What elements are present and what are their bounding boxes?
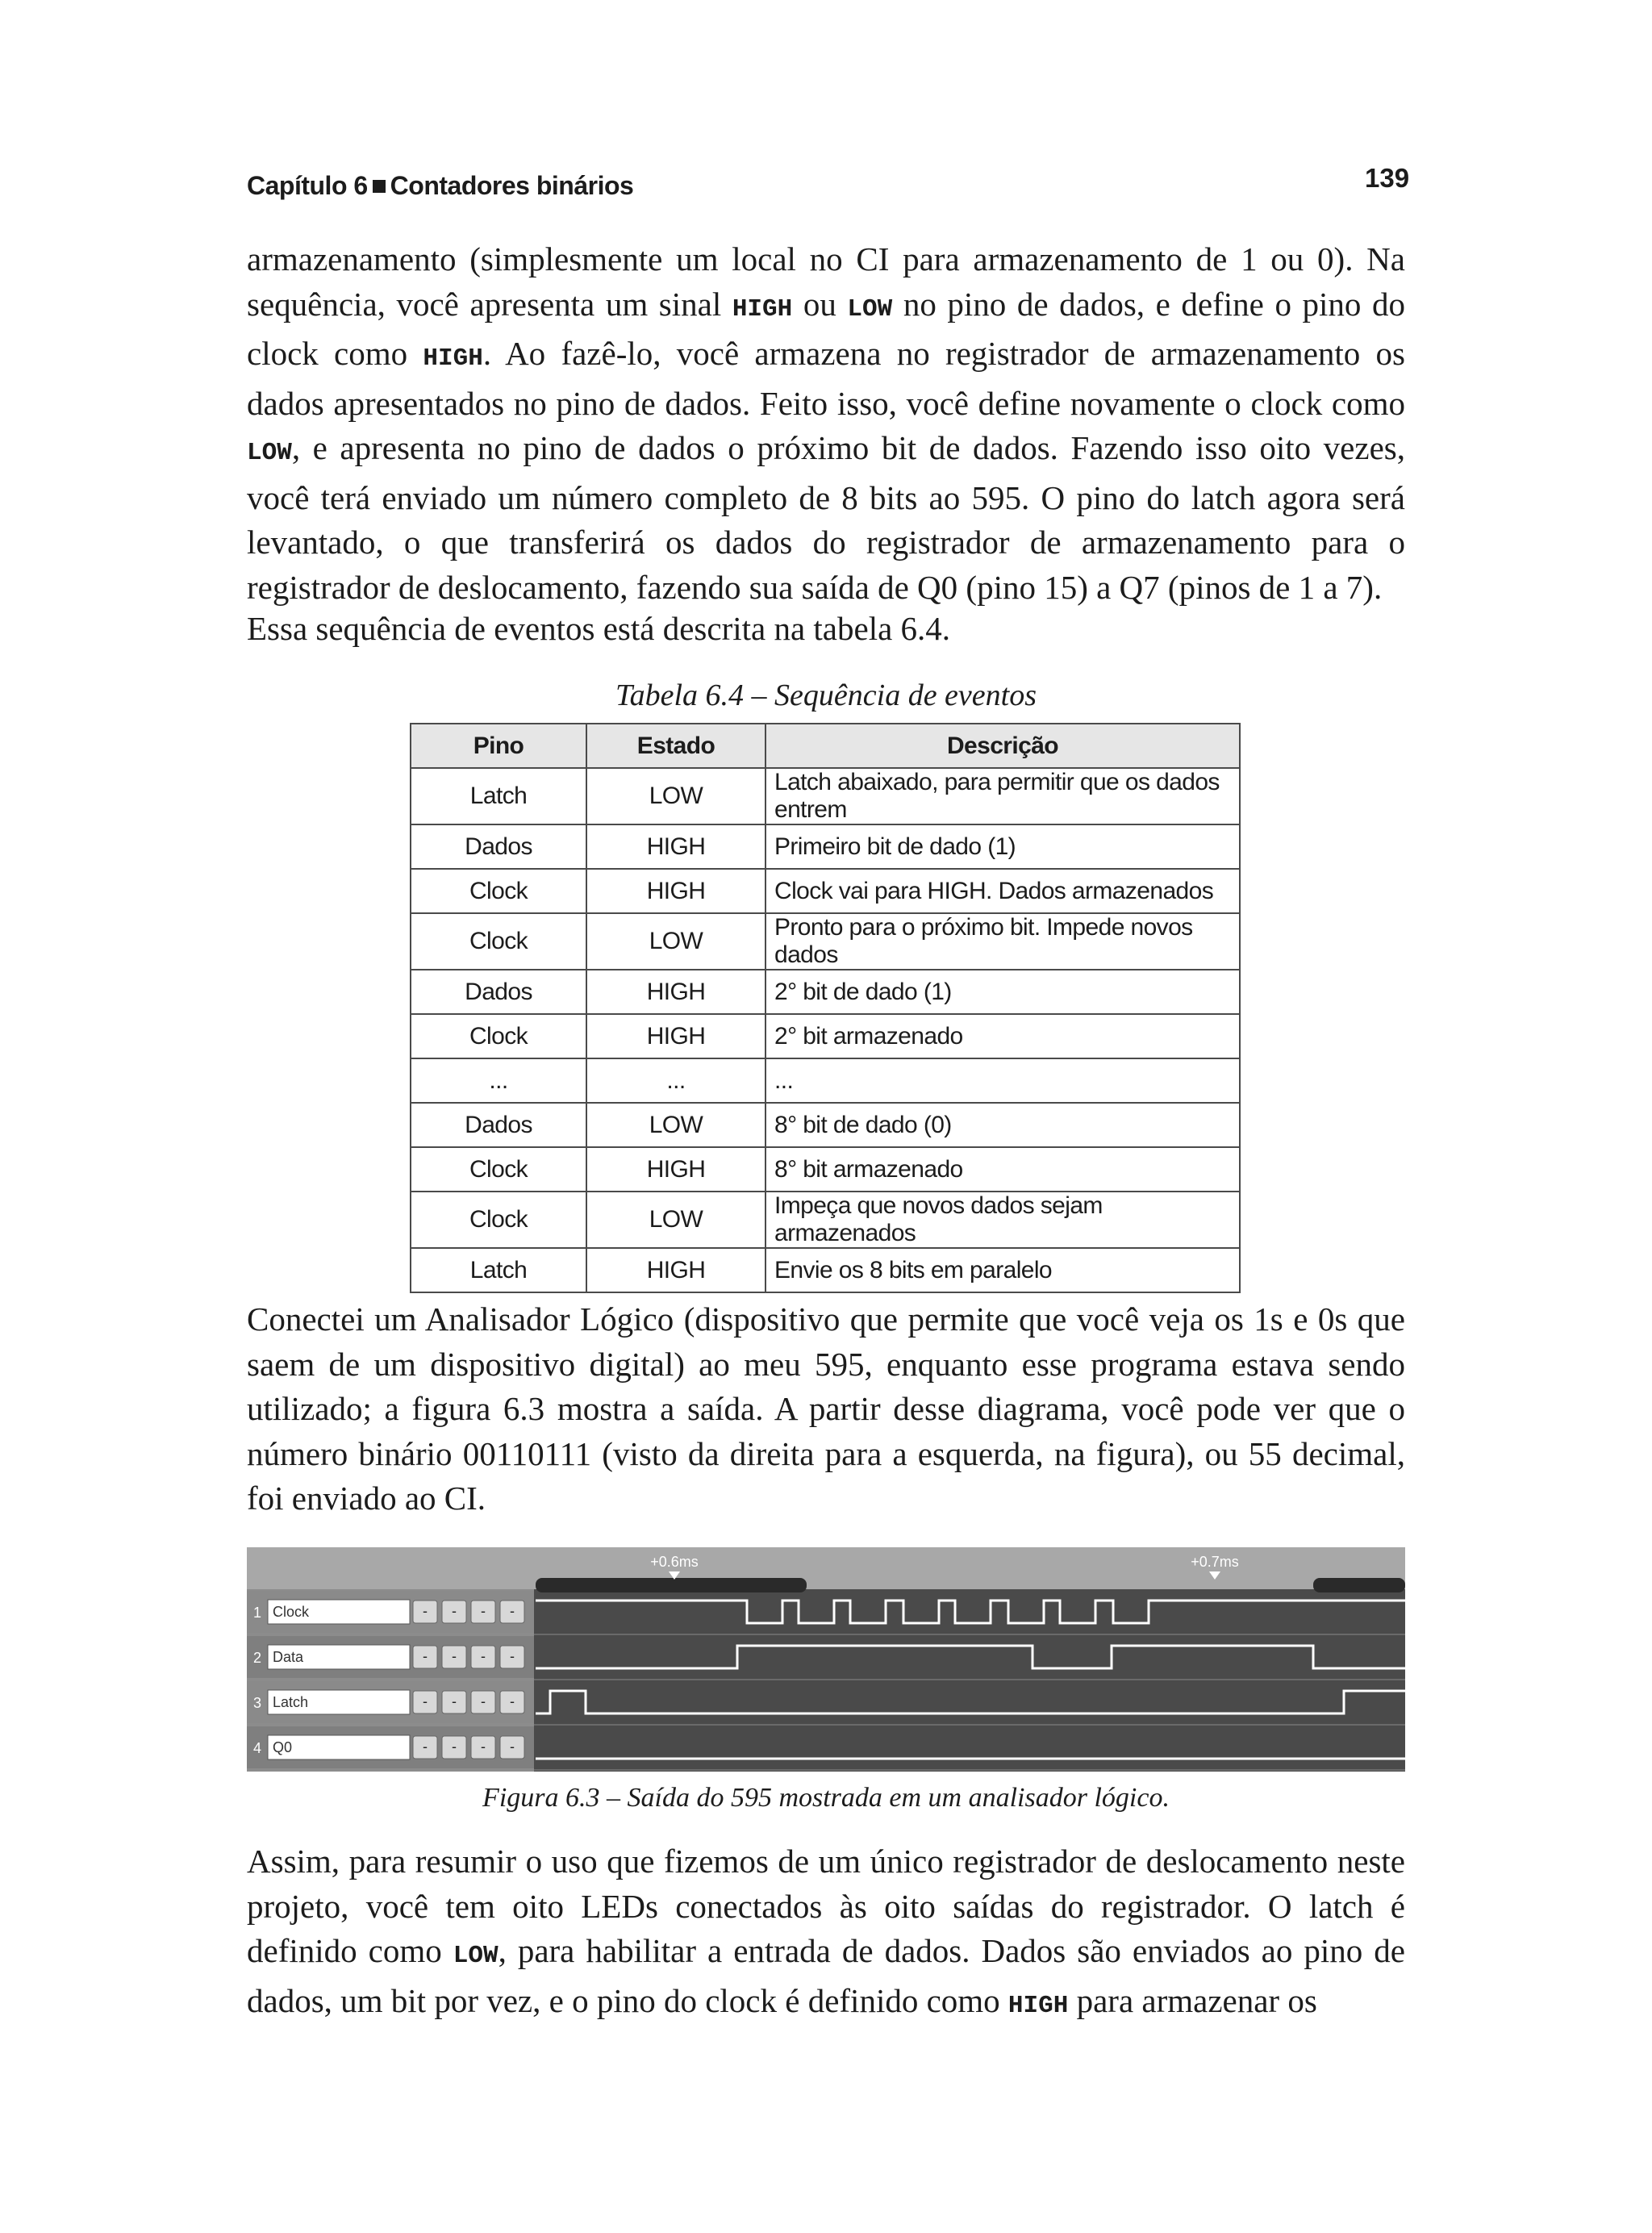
cell-pino: Latch: [411, 768, 586, 824]
table-row: [411, 768, 1240, 824]
cell-estado: LOW: [586, 1103, 766, 1147]
cell-descricao: 8° bit de dado (0): [766, 1103, 1240, 1147]
cell-descricao: Clock vai para HIGH. Dados armazenados: [766, 869, 1240, 913]
inline-code: HIGH: [732, 294, 793, 323]
table-row: [411, 1014, 1240, 1058]
table-row: [411, 1103, 1240, 1147]
channel-button-label: -: [423, 1693, 428, 1709]
table-row: [411, 1248, 1240, 1292]
channel-button-label: -: [510, 1693, 515, 1709]
cell-descricao: Envie os 8 bits em paralelo: [766, 1248, 1240, 1292]
cell-pino: Latch: [411, 1248, 586, 1292]
inline-code: LOW: [247, 439, 292, 467]
table-body: [411, 768, 1240, 1292]
text-run: no pino de dados, e define o pino do clock como: [247, 285, 1406, 372]
cell-estado: HIGH: [586, 970, 766, 1014]
cell-descricao: Impeça que novos dados sejam armazenados: [766, 1192, 1240, 1248]
cell-estado: ...: [586, 1058, 766, 1103]
cell-descricao: 8° bit armazenado: [766, 1147, 1240, 1192]
cell-estado: HIGH: [586, 869, 766, 913]
table-caption: Tabela 6.4 – Sequência de eventos: [615, 678, 1037, 712]
channel-button-label: -: [481, 1738, 486, 1755]
selection-bar-left: [536, 1578, 807, 1592]
inline-code: LOW: [453, 1942, 499, 1970]
text-run: , para habilitar a entrada de dados. Dados são enviados ao pino de dados, um bit por vez, e o pino do clock é definido como: [247, 1932, 1405, 2019]
channel-name-text: Clock: [273, 1604, 310, 1620]
text-run: ou: [792, 285, 848, 323]
cell-pino: ...: [411, 1058, 586, 1103]
channel-button-label: -: [481, 1693, 486, 1709]
cell-estado: LOW: [586, 913, 766, 970]
cell-pino: Clock: [411, 913, 586, 970]
text-run: Assim, para resumir o uso que fizemos de um único registrador de deslocamento neste projeto, você tem oito LEDs conectados às oito saídas do registrador. O latch é definido como: [247, 1843, 1405, 1969]
channel-button-label: -: [510, 1648, 515, 1664]
channel-button-label: -: [423, 1603, 428, 1619]
paragraph-4: [247, 1839, 1405, 2028]
channel-button-label: -: [510, 1603, 515, 1619]
text-run: , e apresenta no pino de dados o próximo bit de dados. Fazendo isso oito vezes, você terá enviado um número completo de 8 bits ao 595. O pino do latch agora será levantado, o que transferirá os dados do registrador de armazenamento para o registrador de deslocamento, fazendo sua saída de Q0 (pino 15) a Q7 (pinos de 1 a 7).: [247, 429, 1405, 606]
text-run: armazenamento (simplesmente um local no CI para armazenamento de 1 ou 0). Na sequência, você apresenta um sinal: [247, 240, 1405, 323]
cell-descricao: 2° bit armazenado: [766, 1014, 1240, 1058]
table-header-row: [411, 724, 1240, 768]
cell-estado: HIGH: [586, 1248, 766, 1292]
cell-pino: Dados: [411, 824, 586, 869]
cell-descricao: Latch abaixado, para permitir que os dados entrem: [766, 768, 1240, 824]
cell-descricao: 2° bit de dado (1): [766, 970, 1240, 1014]
inline-code: HIGH: [1007, 1991, 1069, 2020]
paragraph-2: Essa sequência de eventos está descrita na tabela 6.4.: [247, 610, 951, 647]
paragraph-1: [247, 237, 1405, 610]
channel-number: 2: [253, 1650, 262, 1666]
table-row: [411, 869, 1240, 913]
cell-estado: HIGH: [586, 1014, 766, 1058]
channel-button-label: -: [481, 1603, 486, 1619]
logic-analyzer-figure: [247, 1547, 1405, 1772]
cell-descricao: ...: [766, 1058, 1240, 1103]
channel-button-label: -: [452, 1603, 457, 1619]
cell-estado: LOW: [586, 768, 766, 824]
table-row: [411, 1147, 1240, 1192]
cell-pino: Dados: [411, 1103, 586, 1147]
cell-descricao: Pronto para o próximo bit. Impede novos dados: [766, 913, 1240, 970]
cell-estado: LOW: [586, 1192, 766, 1248]
table-row: [411, 913, 1240, 970]
inline-code: HIGH: [423, 344, 483, 373]
text-run: para armazenar os: [1068, 1981, 1317, 2019]
header-estado: Estado: [586, 724, 766, 768]
events-table: [410, 723, 1241, 1293]
chapter-title: Contadores binários: [390, 171, 634, 200]
cell-estado: HIGH: [586, 824, 766, 869]
figure-caption: Figura 6.3 – Saída do 595 mostrada em um analisador lógico.: [482, 1783, 1170, 1813]
table-row: [411, 1192, 1240, 1248]
inline-code: LOW: [847, 294, 893, 323]
channel-number: 1: [253, 1605, 262, 1621]
channel-button-label: -: [481, 1648, 486, 1664]
channel-button-label: -: [452, 1648, 457, 1664]
cell-pino: Clock: [411, 1192, 586, 1248]
cell-estado: HIGH: [586, 1147, 766, 1192]
square-bullet-icon: [373, 180, 386, 193]
channel-name-text: Q0: [273, 1739, 293, 1755]
page-number: 139: [1365, 163, 1410, 193]
table-row: [411, 824, 1240, 869]
running-head: [247, 171, 633, 201]
table-row: [411, 1058, 1240, 1103]
paragraph-3: Conectei um Analisador Lógico (dispositivo que permite que você veja os 1s e 0s que saem de um dispositivo digital) ao meu 595, enquanto esse programa estava sendo utilizado; a figura 6.3 mostra a saída. A partir desse diagrama, você pode ver que o número binário 00110111 (visto da direita para a esquerda, na figura), ou 55 decimal, foi enviado ao CI.: [247, 1300, 1405, 1517]
channel-button-label: -: [452, 1693, 457, 1709]
text-run: . Ao fazê-lo, você armazena no registrador de armazenamento os dados apresentados no pino de dados. Feito isso, você define novamente o clock como: [247, 335, 1405, 422]
time-marker-label: +0.7ms: [1191, 1554, 1239, 1570]
channel-name-text: Latch: [273, 1694, 309, 1710]
chapter-label: Capítulo 6: [247, 171, 368, 200]
channel-button-label: -: [510, 1738, 515, 1755]
cell-descricao: Primeiro bit de dado (1): [766, 824, 1240, 869]
channel-number: 3: [253, 1695, 262, 1711]
channel-button-label: -: [423, 1738, 428, 1755]
cell-pino: Clock: [411, 1147, 586, 1192]
time-marker-label: +0.6ms: [650, 1554, 699, 1570]
cell-pino: Clock: [411, 869, 586, 913]
channel-button-label: -: [452, 1738, 457, 1755]
header-descricao: Descrição: [766, 724, 1240, 768]
channel-button-label: -: [423, 1648, 428, 1664]
selection-bar-right: [1313, 1578, 1405, 1592]
table-row: [411, 970, 1240, 1014]
channel-number: 4: [253, 1740, 262, 1756]
cell-pino: Clock: [411, 1014, 586, 1058]
cell-pino: Dados: [411, 970, 586, 1014]
header-pino: Pino: [411, 724, 586, 768]
channel-name-text: Data: [273, 1649, 304, 1665]
